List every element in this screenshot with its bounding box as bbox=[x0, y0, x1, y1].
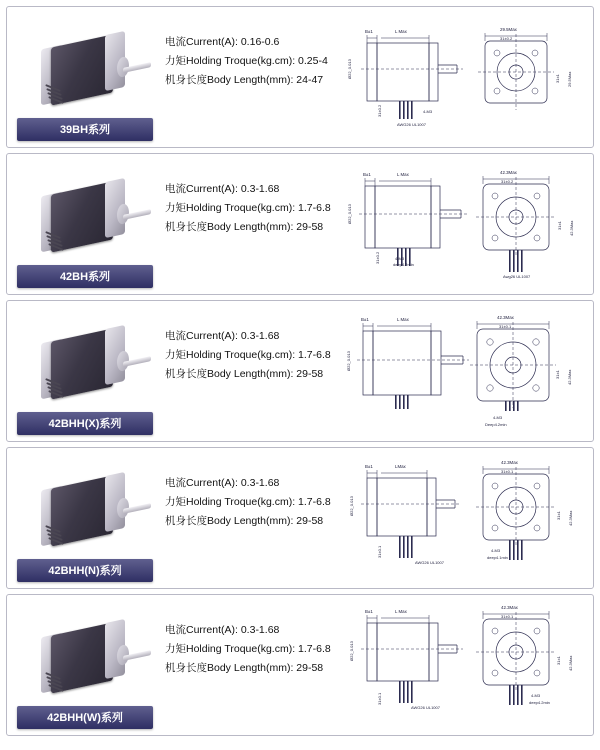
spec-text-block bbox=[165, 33, 370, 90]
dim-flange-a: 31±0.1 bbox=[377, 545, 382, 558]
dim-flange2: 29.5Max bbox=[567, 71, 572, 87]
dim-flange2: 42.3Max bbox=[568, 510, 573, 526]
spec-length: 机身长度Body Length(mm): 29-58 bbox=[165, 368, 324, 380]
dim-length-label: LMax bbox=[395, 464, 406, 469]
dim-flange2: 42.3Max bbox=[569, 220, 574, 236]
series-row bbox=[6, 594, 594, 736]
dim-bolt-circle: 31±0.1 bbox=[499, 324, 512, 329]
motor-wires bbox=[45, 87, 71, 103]
dim-length-label: L Max bbox=[397, 317, 409, 322]
dim-front-label: B±1 bbox=[361, 317, 369, 322]
motor-wires bbox=[45, 528, 71, 544]
dim-flange: 31±1 bbox=[555, 370, 560, 379]
spec-torque: 力矩Holding Troque(kg.cm): 1.7-6.8 bbox=[165, 349, 331, 361]
spec-length: 机身长度Body Length(mm): 24-47 bbox=[165, 74, 324, 86]
series-tag: 39BH系列 bbox=[17, 118, 153, 141]
dim-front-label: B±1 bbox=[365, 609, 373, 614]
series-tag: 42BHH(X)系列 bbox=[17, 412, 153, 435]
dim-side-width: 29.5Max bbox=[500, 27, 517, 32]
spec-torque: 力矩Holding Troque(kg.cm): 0.25-4 bbox=[165, 55, 328, 67]
dim-flange: 31±1 bbox=[556, 511, 561, 520]
spec-torque: 力矩Holding Troque(kg.cm): 1.7-6.8 bbox=[165, 202, 331, 214]
dim-length-label: L Max bbox=[395, 609, 407, 614]
technical-drawing bbox=[345, 13, 585, 143]
dim-shaft: Ø22_0.013 bbox=[347, 204, 352, 224]
dim-flange2: 42.3Max bbox=[568, 655, 573, 671]
dim-front-label: B±1 bbox=[365, 29, 373, 34]
spec-current: 电流Current(A): 0.3-1.68 bbox=[165, 183, 280, 195]
spec-torque: 力矩Holding Troque(kg.cm): 1.7-6.8 bbox=[165, 643, 331, 655]
dim-flange: 31±1 bbox=[555, 74, 560, 83]
dim-flange2: 42.3Max bbox=[567, 369, 572, 385]
dim-flange-a: 31±0.2 bbox=[375, 251, 380, 264]
dim-holes2: deep4.1min bbox=[487, 555, 508, 560]
dim-side-width: 42.3Max bbox=[497, 315, 514, 320]
spec-sheet-page bbox=[0, 6, 600, 750]
dim-holes: 4-M3 bbox=[531, 693, 541, 698]
spec-length: 机身长度Body Length(mm): 29-58 bbox=[165, 662, 324, 674]
dim-flange: 31±1 bbox=[557, 221, 562, 230]
dim-wire: AWG26 UL1007 bbox=[397, 122, 426, 127]
technical-drawing bbox=[345, 160, 585, 290]
series-row bbox=[6, 300, 594, 442]
series-row bbox=[6, 153, 594, 295]
dim-front-label: B±1 bbox=[365, 464, 373, 469]
dim-length-label: L Max bbox=[395, 29, 407, 34]
spec-current: 电流Current(A): 0.3-1.68 bbox=[165, 624, 280, 636]
dim-bolt-circle: 31±0.2 bbox=[501, 179, 514, 184]
dim-shaft: Ø22_0.013 bbox=[347, 59, 352, 79]
technical-drawing bbox=[345, 307, 585, 437]
spec-text-block bbox=[165, 327, 370, 384]
dim-flange: 31±1 bbox=[556, 656, 561, 665]
motor-photo bbox=[33, 172, 151, 264]
dim-wire: AWG26 UL1007 bbox=[415, 560, 444, 565]
series-row bbox=[6, 447, 594, 589]
dim-wire: Awg26 UL1007 bbox=[503, 274, 531, 279]
dim-shaft: Ø22_0.013 bbox=[349, 496, 354, 516]
motor-photo bbox=[33, 466, 151, 558]
dim-bolt-circle: 31±0.2 bbox=[500, 36, 513, 41]
motor-photo bbox=[33, 319, 151, 411]
dim-shaft: Ø22_0.013 bbox=[346, 351, 351, 371]
dim-holes: 4-M3 bbox=[395, 256, 405, 261]
spec-text-block bbox=[165, 180, 370, 237]
dim-holes: 4-M3 bbox=[491, 548, 501, 553]
spec-torque: 力矩Holding Troque(kg.cm): 1.7-6.8 bbox=[165, 496, 331, 508]
dim-holes: 4-M3 bbox=[423, 109, 433, 114]
technical-drawing bbox=[345, 454, 585, 584]
dim-bolt-circle: 31±0.1 bbox=[501, 469, 514, 474]
technical-drawing bbox=[345, 601, 585, 731]
dim-flange-a: 31±0.1 bbox=[377, 692, 382, 705]
dim-holes2: Deep4.2min bbox=[485, 422, 507, 427]
dim-holes: 4-M3 bbox=[493, 415, 503, 420]
dim-side-width: 42.3Max bbox=[501, 605, 518, 610]
motor-wires bbox=[45, 234, 71, 250]
series-tag: 42BH系列 bbox=[17, 265, 153, 288]
series-tag: 42BHH(W)系列 bbox=[17, 706, 153, 729]
series-tag: 42BHH(N)系列 bbox=[17, 559, 153, 582]
motor-wires bbox=[45, 675, 71, 691]
spec-text-block bbox=[165, 474, 370, 531]
dim-front-label: B±1 bbox=[363, 172, 371, 177]
spec-length: 机身长度Body Length(mm): 29-58 bbox=[165, 515, 324, 527]
spec-current: 电流Current(A): 0.16-0.6 bbox=[165, 36, 280, 48]
spec-current: 电流Current(A): 0.3-1.68 bbox=[165, 477, 280, 489]
dim-length-label: L Max bbox=[397, 172, 409, 177]
spec-text-block bbox=[165, 621, 370, 678]
dim-side-width: 42.3Max bbox=[501, 460, 518, 465]
motor-photo bbox=[33, 613, 151, 705]
motor-photo bbox=[33, 25, 151, 117]
spec-current: 电流Current(A): 0.3-1.68 bbox=[165, 330, 280, 342]
dim-shaft: Ø22_0.013 bbox=[349, 641, 354, 661]
dim-holes2: deep4.2min bbox=[393, 262, 414, 267]
series-row bbox=[6, 6, 594, 148]
dim-bolt-circle: 31±0.1 bbox=[501, 614, 514, 619]
dim-holes2: deep4.2min bbox=[529, 700, 550, 705]
dim-wire: AWG26 UL1007 bbox=[411, 705, 440, 710]
dim-flange-a: 31±0.2 bbox=[377, 104, 382, 117]
spec-length: 机身长度Body Length(mm): 29-58 bbox=[165, 221, 324, 233]
dim-side-width: 42.3Max bbox=[500, 170, 517, 175]
motor-wires bbox=[45, 381, 71, 397]
